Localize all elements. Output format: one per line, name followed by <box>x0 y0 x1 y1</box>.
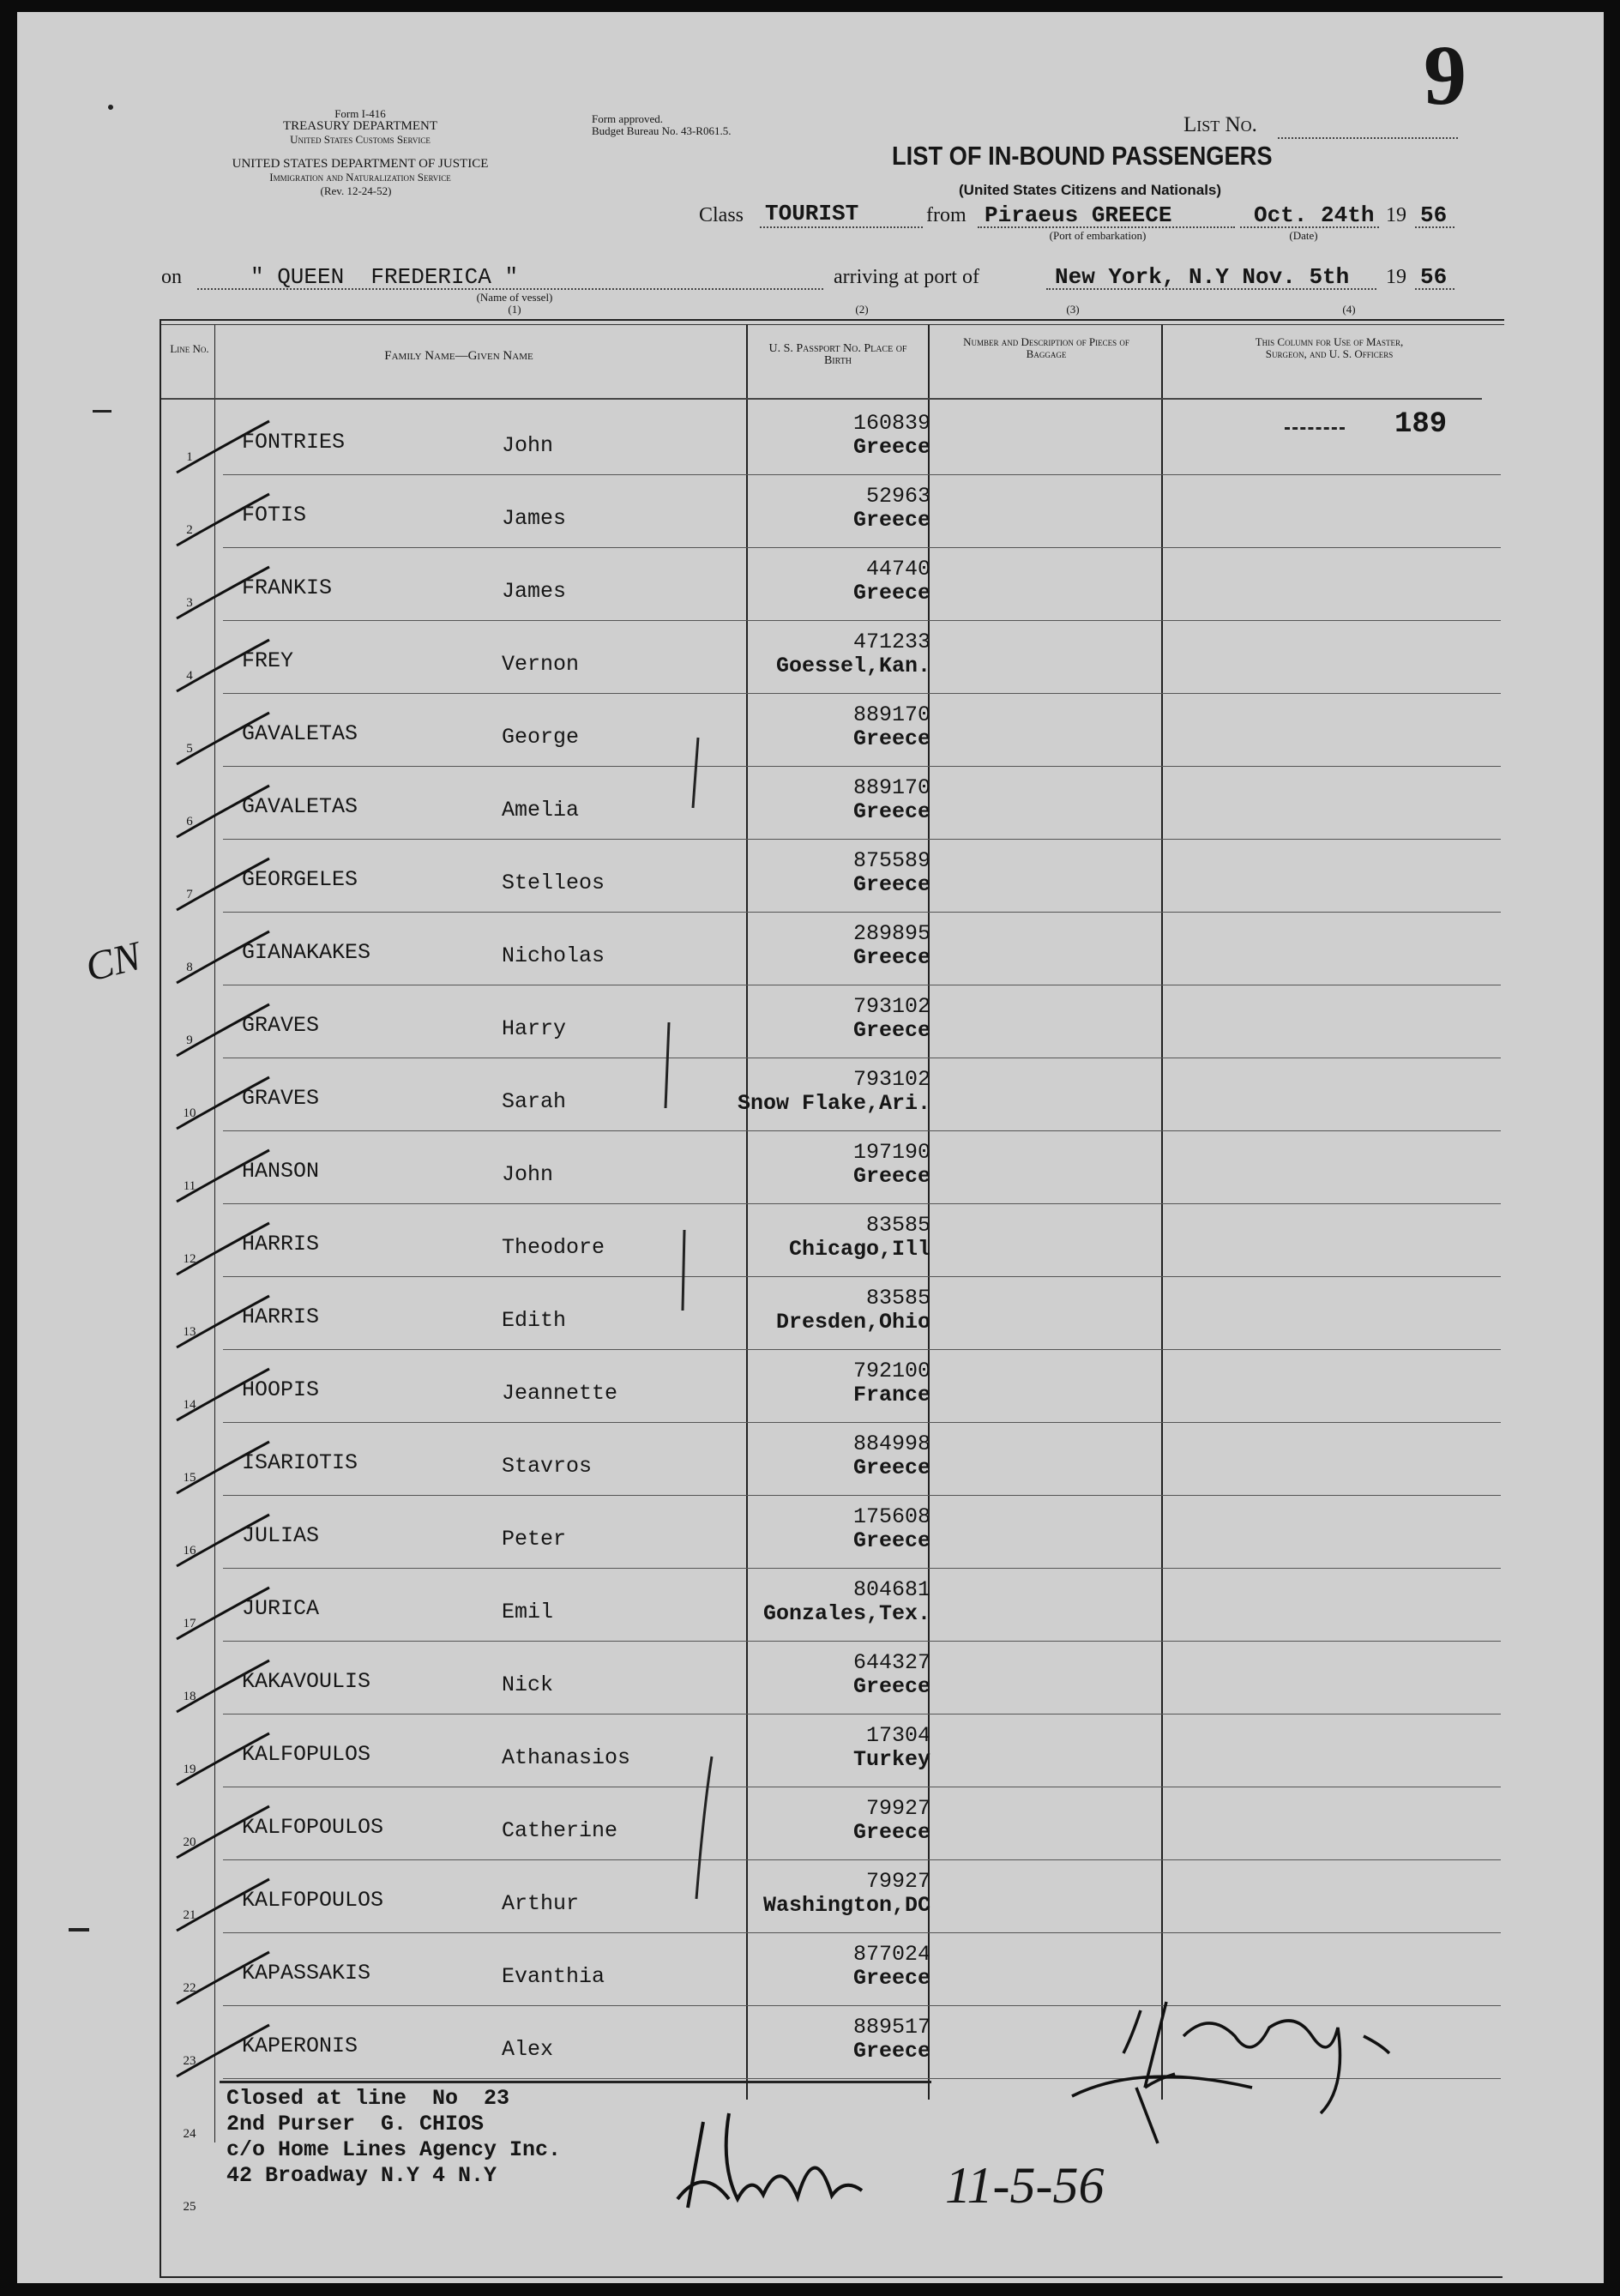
line-number: 25 <box>183 2200 196 2214</box>
passport-number: 792100 <box>852 1359 930 1383</box>
column-header-officers: This Column for Use of Master, Surgeon, and U. S. Officers <box>1255 335 1404 360</box>
given-name: Sarah <box>502 1089 567 1114</box>
given-name: Emil <box>502 1600 554 1624</box>
line-number: 2 <box>186 523 193 537</box>
line-number: 20 <box>183 1835 196 1849</box>
place-of-birth: Goessel,Kan. <box>775 654 930 678</box>
justice-department: UNITED STATES DEPARTMENT OF JUSTICE <box>232 157 489 171</box>
family-name: FONTRIES <box>242 430 346 455</box>
passport-number: 289895 <box>852 921 930 946</box>
line-number: 23 <box>183 2054 196 2068</box>
passport-number: 889170 <box>852 775 930 800</box>
given-name: Amelia <box>502 798 580 823</box>
place-of-birth: Gonzales,Tex. <box>762 1601 930 1626</box>
line-number: 12 <box>183 1252 196 1266</box>
place-of-birth: Greece <box>852 1455 930 1480</box>
passport-number: 83585 <box>865 1286 930 1311</box>
given-name: Peter <box>502 1527 567 1552</box>
page-title: LIST OF IN-BOUND PASSENGERS <box>892 141 1273 171</box>
line-number: 1 <box>186 450 193 464</box>
given-name: Theodore <box>502 1235 605 1260</box>
given-name: Stelleos <box>502 871 605 895</box>
line-number: 22 <box>183 1981 196 1995</box>
passport-number: 44740 <box>865 557 930 582</box>
closing-divider <box>220 2081 931 2083</box>
date-caption: (Date) <box>1289 229 1318 242</box>
family-name: ISARIOTIS <box>242 1450 358 1475</box>
place-of-birth: Greece <box>852 435 930 460</box>
line-number: 18 <box>183 1690 196 1703</box>
column-header-passport: U. S. Passport No. Place of Birth <box>768 342 907 367</box>
place-of-birth: Greece <box>852 581 930 606</box>
passport-number: 79927 <box>865 1796 930 1821</box>
line-number: 3 <box>186 596 193 610</box>
from-label: from <box>926 204 967 226</box>
given-name: George <box>502 725 580 750</box>
arrival-port-date: New York, N.Y Nov. 5th <box>1055 264 1350 290</box>
form-number: Form I-416 <box>334 107 386 120</box>
place-of-birth: Greece <box>852 508 930 533</box>
family-name: JULIAS <box>242 1523 320 1548</box>
line-number: 13 <box>183 1325 196 1339</box>
line-number: 7 <box>186 888 193 901</box>
passport-number: 884998 <box>852 1431 930 1456</box>
family-name: KALFOPOULOS <box>242 1815 384 1840</box>
place-of-birth: Greece <box>852 1018 930 1043</box>
family-name: GAVALETAS <box>242 721 358 746</box>
family-name: FREY <box>242 648 294 673</box>
on-label: on <box>161 266 182 288</box>
family-name: KAKAVOULIS <box>242 1669 371 1694</box>
family-name: GAVALETAS <box>242 794 358 819</box>
officer-note: 189 <box>1394 408 1448 441</box>
passport-number: 877024 <box>852 1942 930 1967</box>
line-number: 24 <box>183 2127 196 2141</box>
column-number-4: (4) <box>1342 303 1356 316</box>
agency-address: 42 Broadway N.Y 4 N.Y <box>226 2163 497 2188</box>
given-name: James <box>502 579 567 604</box>
given-name: Harry <box>502 1016 567 1041</box>
family-name: HOOPIS <box>242 1377 320 1402</box>
passport-number: 175608 <box>852 1504 930 1529</box>
margin-note: CN <box>81 933 146 991</box>
place-of-birth: Chicago,Ill <box>788 1237 930 1262</box>
place-of-birth: Dresden,Ohio <box>775 1310 930 1335</box>
family-name: HARRIS <box>242 1305 320 1329</box>
family-name: HANSON <box>242 1159 320 1184</box>
purser-signature <box>669 2105 892 2216</box>
column-header-baggage: Number and Description of Pieces of Baggage <box>963 335 1129 360</box>
family-name: GIANAKAKES <box>242 940 371 965</box>
family-name: FOTIS <box>242 503 307 527</box>
place-of-birth: Greece <box>852 1674 930 1699</box>
given-name: Catherine <box>502 1818 618 1843</box>
place-of-birth: Washington,DC <box>762 1893 930 1918</box>
line-number: 6 <box>186 815 193 829</box>
given-name: James <box>502 506 567 531</box>
officer-signature <box>1038 1985 1398 2148</box>
line-number: 5 <box>186 742 193 756</box>
line-number: 8 <box>186 961 193 974</box>
passport-number: 52963 <box>865 484 930 509</box>
passport-number: 644327 <box>852 1650 930 1675</box>
agency: c/o Home Lines Agency Inc. <box>226 2137 562 2162</box>
class-value: TOURIST <box>765 201 859 226</box>
manifest-sheet <box>17 12 1604 2283</box>
passport-number: 875589 <box>852 848 930 873</box>
budget-bureau: Budget Bureau No. 43-R061.5. <box>592 124 732 137</box>
passport-number: 83585 <box>865 1213 930 1238</box>
given-name: Athanasios <box>502 1745 631 1770</box>
list-number: 9 <box>1424 27 1466 123</box>
line-number: 4 <box>186 669 193 683</box>
arrival-year-prefix: 19 <box>1386 266 1406 288</box>
family-name: GEORGELES <box>242 867 358 892</box>
passport-number: 793102 <box>852 1067 930 1092</box>
place-of-birth: Turkey <box>852 1747 930 1772</box>
place-of-birth: Greece <box>852 2039 930 2064</box>
column-number-3: (3) <box>1066 303 1080 316</box>
port-value: Piraeus GREECE <box>985 202 1172 228</box>
passport-number: 889517 <box>852 2015 930 2040</box>
line-number: 14 <box>183 1398 196 1412</box>
line-number: 16 <box>183 1544 196 1558</box>
page-subtitle: (United States Citizens and Nationals) <box>959 182 1222 198</box>
given-name: Jeannette <box>502 1381 618 1406</box>
family-name: GRAVES <box>242 1086 320 1111</box>
given-name: Evanthia <box>502 1964 605 1989</box>
ins-service: Immigration and Naturalization Service <box>269 171 451 184</box>
arriving-label: arriving at port of <box>834 266 979 288</box>
place-of-birth: Greece <box>852 1966 930 1991</box>
handwritten-date: 11-5-56 <box>945 2157 1105 2214</box>
customs-service: United States Customs Service <box>290 133 431 146</box>
family-brackets <box>17 12 1604 2283</box>
column-number-2: (2) <box>855 303 869 316</box>
port-caption: (Port of embarkation) <box>1049 229 1147 242</box>
family-name: KAPASSAKIS <box>242 1961 371 1986</box>
place-of-birth: Greece <box>852 799 930 824</box>
place-of-birth: Greece <box>852 872 930 897</box>
closing-line: Closed at line No 23 <box>226 2086 510 2111</box>
form-approved: Form approved. <box>592 112 664 125</box>
given-name: Alex <box>502 2037 554 2062</box>
vessel-caption: (Name of vessel) <box>476 291 553 304</box>
list-label: List No. <box>1183 113 1257 136</box>
passport-number: 197190 <box>852 1140 930 1165</box>
passport-number: 804681 <box>852 1577 930 1602</box>
place-of-birth: Snow Flake,Ari. <box>737 1091 930 1116</box>
given-name: Stavros <box>502 1454 593 1479</box>
place-of-birth: France <box>852 1383 930 1407</box>
given-name: John <box>502 1162 554 1187</box>
column-header-name: Family Name—Given Name <box>384 349 533 363</box>
place-of-birth: Greece <box>852 1164 930 1189</box>
family-name: HARRIS <box>242 1232 320 1256</box>
place-of-birth: Greece <box>852 1528 930 1553</box>
treasury-department: TREASURY DEPARTMENT <box>282 119 438 133</box>
given-name: Nick <box>502 1672 554 1697</box>
family-name: KAPERONIS <box>242 2034 358 2058</box>
passport-number: 79927 <box>865 1869 930 1894</box>
family-name: GRAVES <box>242 1013 320 1038</box>
given-name: Vernon <box>502 652 580 677</box>
given-name: Edith <box>502 1308 567 1333</box>
line-number: 10 <box>183 1106 196 1120</box>
place-of-birth: Greece <box>852 1820 930 1845</box>
vessel-name: " QUEEN FREDERICA " <box>250 264 519 290</box>
given-name: John <box>502 433 554 458</box>
purser: 2nd Purser G. CHIOS <box>226 2112 485 2136</box>
line-number: 17 <box>183 1617 196 1630</box>
line-number: 19 <box>183 1763 196 1776</box>
year-value: 56 <box>1420 202 1448 228</box>
family-name: KALFOPULOS <box>242 1742 371 1767</box>
vessel-column-number: (1) <box>508 303 521 316</box>
line-number: 21 <box>183 1908 196 1922</box>
place-of-birth: Greece <box>852 945 930 970</box>
passport-number: 471233 <box>852 630 930 654</box>
line-number: 9 <box>186 1034 193 1047</box>
line-number: 11 <box>183 1179 196 1193</box>
passport-number: 889170 <box>852 702 930 727</box>
form-revision: (Rev. 12-24-52) <box>320 184 392 197</box>
passport-number: 160839 <box>852 411 930 436</box>
arrival-year: 56 <box>1420 264 1448 290</box>
given-name: Nicholas <box>502 943 605 968</box>
departure-date: Oct. 24th <box>1254 202 1375 228</box>
year-prefix: 19 <box>1386 204 1406 226</box>
given-name: Arthur <box>502 1891 580 1916</box>
column-header-line-no: Line No. <box>170 342 209 355</box>
passport-number: 793102 <box>852 994 930 1019</box>
family-name: FRANKIS <box>242 576 333 600</box>
class-label: Class <box>699 204 744 226</box>
passport-number: 17304 <box>865 1723 930 1748</box>
family-name: JURICA <box>242 1596 320 1621</box>
line-number: 15 <box>183 1471 196 1485</box>
place-of-birth: Greece <box>852 726 930 751</box>
family-name: KALFOPOULOS <box>242 1888 384 1913</box>
